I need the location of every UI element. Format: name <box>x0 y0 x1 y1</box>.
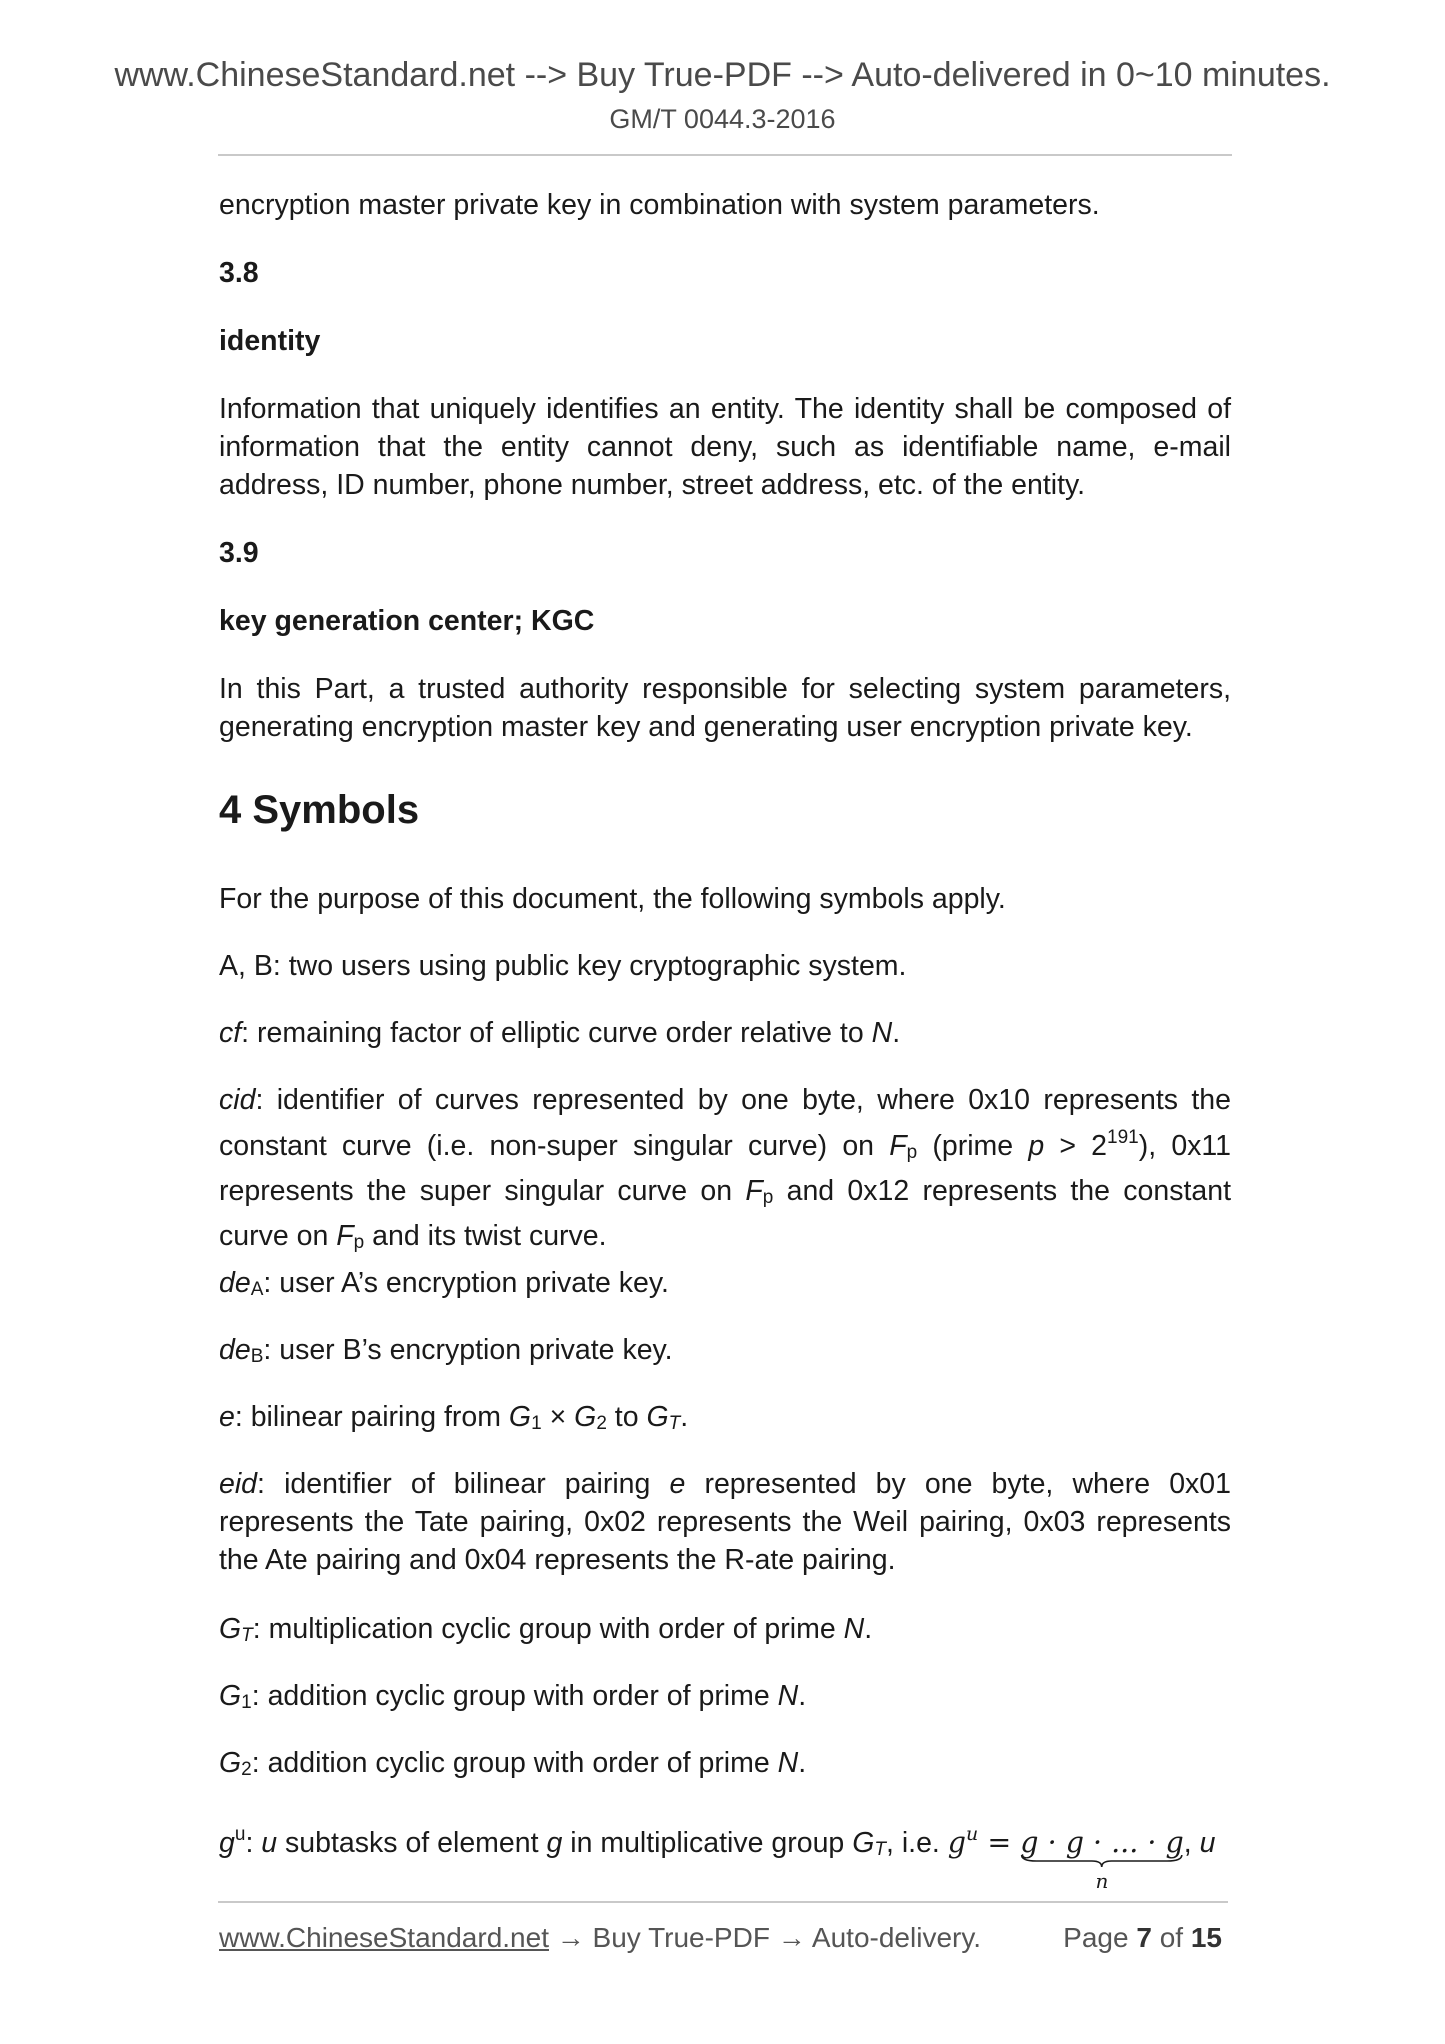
footer-promo: www.ChineseStandard.net → Buy True-PDF → Auto-delivery. <box>219 1922 982 1953</box>
section-heading: 4 Symbols <box>219 788 420 832</box>
clause-3-8-number: 3.8 <box>219 257 259 289</box>
symbol-ab: A, B: two users using public key cryptographic system. <box>219 950 907 982</box>
symbol-cid: cid: identifier of curves represented by one byte, where 0x10 represents the constant curve (i.e. non-super singular curve) on Fp (prime $p > 2^{191}$), 0x11 represents the super singular curve on Fp and 0x12 represents the constant curve on Fp and its twist curve. <box>219 1084 1232 1253</box>
symbol-cf: cf: remaining factor of elliptic curve order relative to N. <box>219 1017 901 1049</box>
symbol-deB: deB: user B’s encryption private key. <box>219 1334 673 1367</box>
standard-number: GM/T 0044.3-2016 <box>609 104 836 134</box>
header-banner: www.ChineseStandard.net --> Buy True-PDF --> Auto-delivered in 0~10 minutes. <box>114 56 1331 94</box>
symbol-deA: deA: user A’s encryption private key. <box>219 1267 669 1300</box>
symbol-gu: $g^u$: u subtasks of element g in multiplicative group GT, i.e. $g^u = g \cdot g$ · ... · g n , u <box>219 1823 1216 1893</box>
symbols-intro: For the purpose of this document, the following symbols apply. <box>219 883 1006 915</box>
clause-3-9-term: key generation center; KGC <box>219 605 595 637</box>
symbol-gt: GT: multiplication cyclic group with order of prime N. <box>219 1613 873 1646</box>
symbol-g1: G1: addition cyclic group with order of prime N. <box>219 1680 807 1713</box>
underbrace-product: g · g · ... · g n <box>1020 1826 1184 1893</box>
symbol-e: e: bilinear pairing from G1 × G2 to GT. <box>219 1401 689 1434</box>
clause-3-9-number: 3.9 <box>219 537 259 569</box>
header-divider <box>218 154 1232 156</box>
clause-3-9-definition: In this Part, a trusted authority responsible for selecting system parameters, generating encryption master key and generating user encryption private key. <box>219 673 1231 743</box>
footer-divider <box>218 1901 1228 1903</box>
page-indicator: Page 7 of 15 <box>1063 1922 1222 1953</box>
power-equation: $g^u = g \cdot g$ · ... · g n <box>947 1823 1184 1893</box>
carryover-paragraph: encryption master private key in combination with system parameters. <box>219 189 1100 221</box>
clause-3-8-term: identity <box>219 325 321 357</box>
footer-link[interactable]: www.ChineseStandard.net <box>219 1922 549 1953</box>
symbol-eid: eid: identifier of bilinear pairing e represented by one byte, where 0x01 represents the Tate pairing, 0x02 represents the Weil pairing, 0x03 represents the Ate pairing and 0x04 represents the R-ate pairing. <box>219 1468 1231 1576</box>
symbol-g2: G2: addition cyclic group with order of prime N. <box>219 1747 807 1780</box>
clause-3-8-definition: Information that uniquely identifies an entity. The identity shall be composed of information that the entity cannot deny, such as identifiable name, e-mail address, ID number, phone number, street address, etc. of the entity. <box>219 393 1231 501</box>
